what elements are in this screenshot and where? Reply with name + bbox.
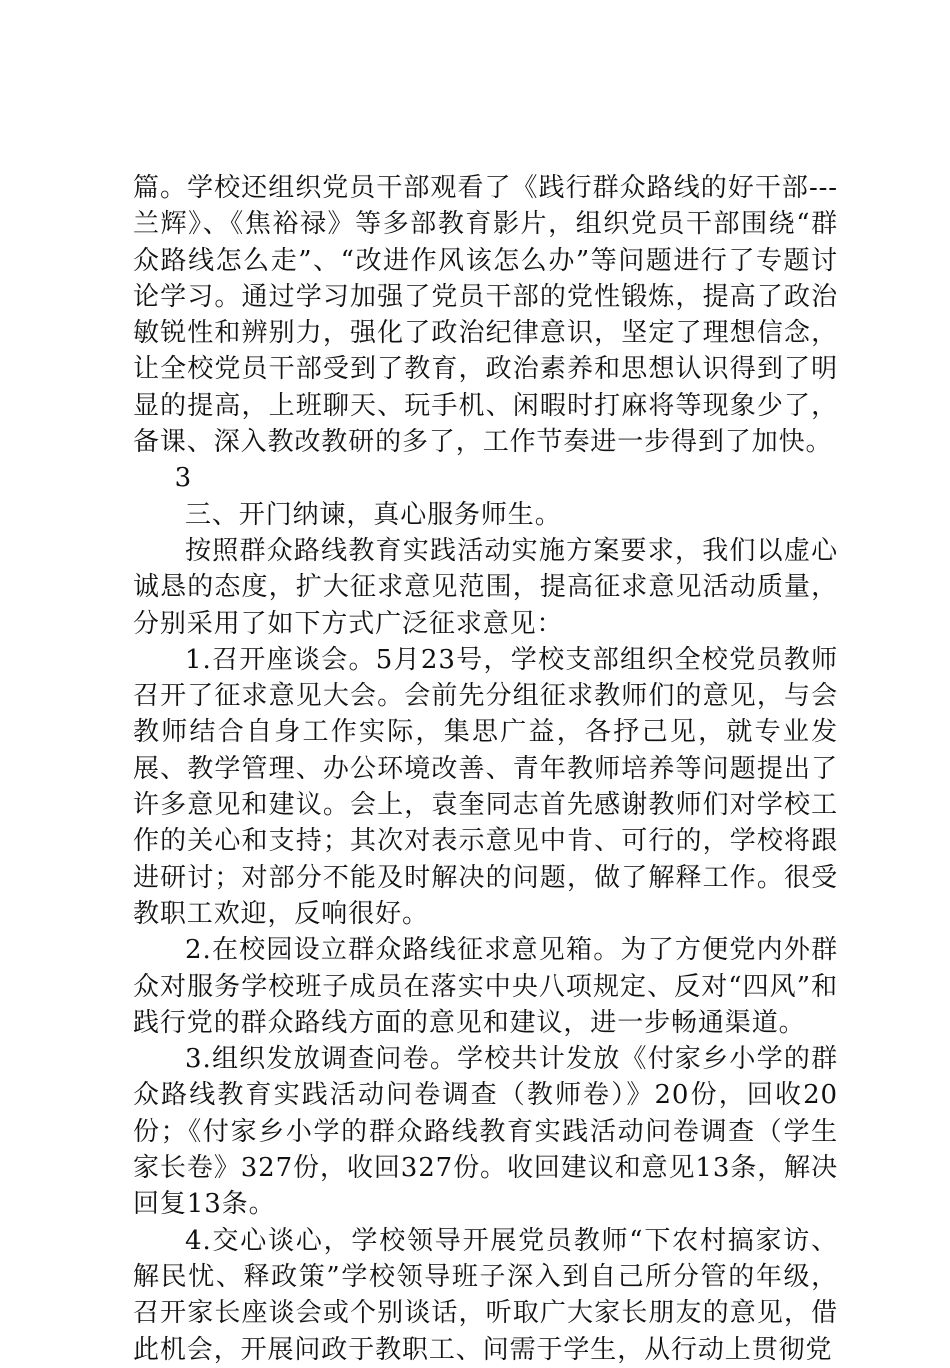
paragraph-item-4: 4.交心谈心，学校领导开展党员教师“下农村搞家访、解民忧、释政策”学校领导班子深入到自己所分管的年级，召开家长座谈会或个别谈话，听取广大家长朋友的意见，借此机会，开展问政于教职工、问需于学生，从行动上贯彻党 [133,1225,838,1365]
section-heading: 三、开门纳谏，真心服务师生。 [185,499,562,530]
paragraph-intro: 按照群众路线教育实践活动实施方案要求，我们以虚心诚恳的态度，扩大征求意见范围，提高征求意见活动质量，分别采用了如下方式广泛征求意见： [133,535,838,639]
paragraph-continuation: 篇。学校还组织党员干部观看了《践行群众路线的好干部---兰辉》、《焦裕禄》等多部教育影片，组织党员干部围绕“群众路线怎么走”、“改进作风该怎么办”等问题进行了专题讨论学习。通过学习加强了党员干部的党性锻炼，提高了政治敏锐性和辨别力，强化了政治纪律意识，坚定了理想信念，让全校党员干部受到了教育，政治素养和思想认识得到了明显的提高，上班聊天、玩手机、闲暇时打麻将等现象少了，备课、深入教改教研的多了，工作节奏进一步得到了加快。 [133,173,838,458]
paragraph-item-2: 2.在校园设立群众路线征求意见箱。为了方便党内外群众对服务学校班子成员在落实中央八项规定、反对“四风”和践行党的群众路线方面的意见和建议，进一步畅通渠道。 [133,935,838,1038]
page-number: 3 [174,463,193,494]
paragraph-item-3: 3.组织发放调查问卷。学校共计发放《付家乡小学的群众路线教育实践活动问卷调查（教师卷）》20份，回收20份；《付家乡小学的群众路线教育实践活动问卷调查（学生家长卷》327份，收回327份。收回建议和意见13条，解决回复13条。 [133,1044,838,1220]
paragraph-item-1: 1.召开座谈会。5月23号，学校支部组织全校党员教师召开了征求意见大会。会前先分组征求教师们的意见，与会教师结合自身工作实际，集思广益，各抒己见，就专业发展、教学管理、办公环境改善、青年教师培养等问题提出了许多意见和建议。会上，袁奎同志首先感谢教师们对学校工作的关心和支持；其次对表示意见中肯、可行的，学校将跟进研讨；对部分不能及时解决的问题，做了解释工作。很受教职工欢迎，反响很好。 [133,644,838,929]
document-body [133,170,838,1368]
